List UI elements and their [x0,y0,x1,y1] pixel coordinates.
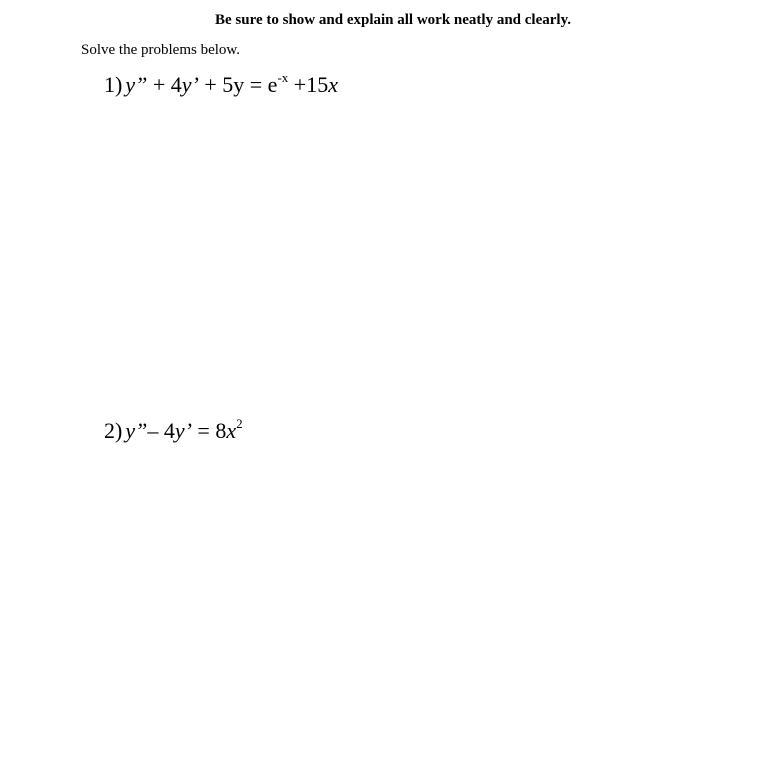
equation-term: = 8 [191,418,227,443]
equation-term: + 5y = e [198,72,278,97]
equation-term: y’ [181,72,199,97]
equation-term: +15 [288,72,329,97]
equation-term: y” [125,418,148,443]
problem-1 [104,69,338,98]
equation-term: y’ [174,418,192,443]
equation-term: x [328,72,338,97]
page-instruction: Be sure to show and explain all work neatly and clearly. [214,12,571,28]
problem-number: 1) [104,72,123,97]
equation-term: y” [125,72,148,97]
equation-term: + 4 [147,72,182,97]
intro-text: Solve the problems below. [81,42,241,58]
equation-term: – 4 [147,418,175,443]
equation-term: x [226,418,237,443]
problem-number: 2) [104,418,123,443]
exponent: -x [277,69,289,85]
problem-2 [104,415,243,444]
exponent: 2 [236,415,243,431]
